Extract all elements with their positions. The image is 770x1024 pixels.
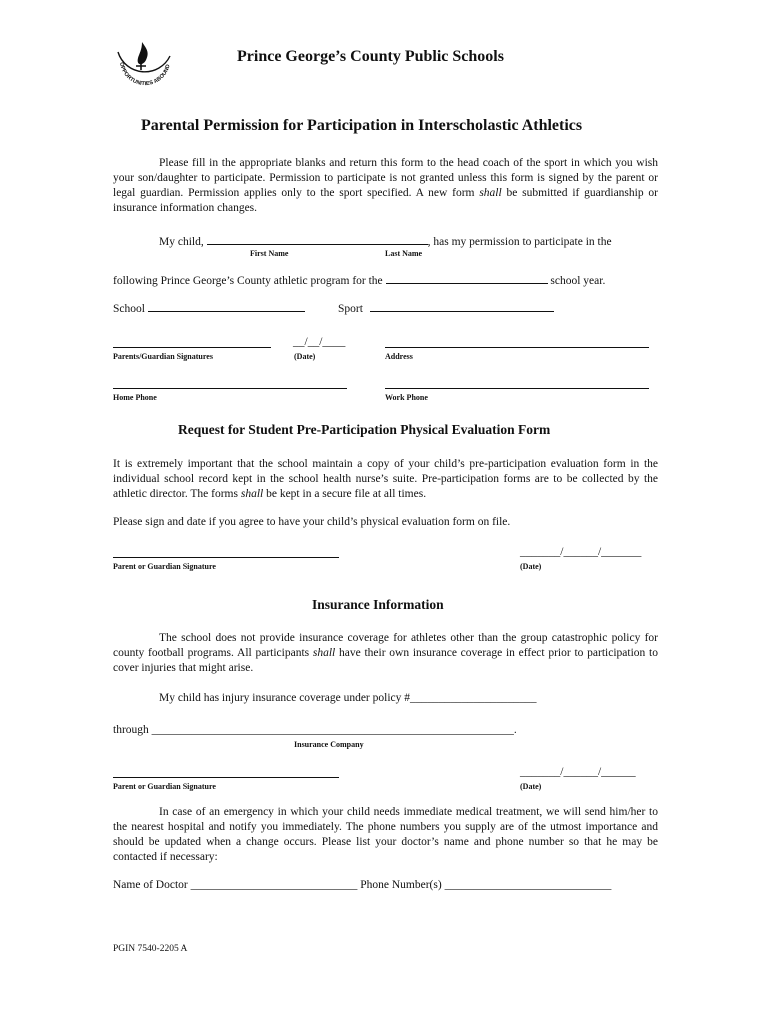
physical-date-label: (Date) <box>520 562 542 571</box>
physical-signature-field[interactable] <box>113 557 339 558</box>
program-prefix: following Prince George’s County athletic program for the <box>113 275 386 287</box>
address-field[interactable] <box>385 347 649 348</box>
insurance-signature-field[interactable] <box>113 777 339 778</box>
insurance-shall: shall <box>312 647 336 659</box>
physical-shall: shall <box>240 488 264 500</box>
insurance-company-field[interactable]: _______________________________________________________________ <box>151 724 514 736</box>
doctor-label: Name of Doctor <box>113 879 191 891</box>
policy-line <box>159 692 537 704</box>
physical-text-1: It is extremely important that the school maintain a copy of your child’s pre-participation evaluation form in the individual school record kept in the school health nurse’s suite. Pre-participation forms are to be collected by the athletic director. The forms <box>113 458 658 500</box>
through-line <box>113 724 517 736</box>
intro-shall: shall <box>479 187 502 199</box>
work-phone-field[interactable] <box>385 388 649 389</box>
home-phone-field[interactable] <box>113 388 347 389</box>
sport-line <box>338 300 554 315</box>
school-line <box>113 300 305 315</box>
parent-signature-label: Parents/Guardian Signatures <box>113 352 213 361</box>
phone-label: Phone Number(s) <box>357 879 445 891</box>
work-phone-label: Work Phone <box>385 393 428 402</box>
child-name-field[interactable] <box>207 233 428 245</box>
physical-title: Request for Student Pre-Participation Physical Evaluation Form <box>178 422 551 437</box>
last-name-label: Last Name <box>385 249 423 258</box>
logo-text: OPPORTUNITIES ABOUND <box>118 61 172 88</box>
insurance-title: Insurance Information <box>312 597 444 612</box>
form-code: PGIN 7540-2205 A <box>113 944 188 954</box>
doctor-line <box>113 879 611 891</box>
parent-signature-field[interactable] <box>113 347 271 348</box>
permission-title: Parental Permission for Participation in Interscholastic Athletics <box>141 117 583 134</box>
insurance-text <box>113 631 658 676</box>
child-prefix: My child, <box>159 236 207 248</box>
insurance-text-2: have their own insurance coverage in effect prior to participation to cover injuries that might arise. <box>113 647 658 674</box>
child-name-line <box>159 233 612 248</box>
sport-label: Sport <box>338 303 366 315</box>
organization-title: Prince George’s County Public Schools <box>237 48 504 65</box>
permission-date-label: (Date) <box>294 352 316 361</box>
permission-intro <box>113 156 658 216</box>
intro-text-1: Please fill in the appropriate blanks and return this form to the head coach of the sport in which you wish your son/daughter to participate. Permission to participate is not granted unless this form is signed by the parent or legal guardian. Permission applies only to the sport specified. A new form <box>113 157 658 199</box>
program-line <box>113 272 605 287</box>
first-name-label: First Name <box>250 249 289 258</box>
permission-date-field[interactable]: __/__/____ <box>293 336 346 348</box>
program-suffix: school year. <box>547 275 606 287</box>
through-end: . <box>513 724 517 736</box>
address-label: Address <box>385 352 413 361</box>
physical-signature-label: Parent or Guardian Signature <box>113 562 216 571</box>
physical-text-2: be kept in a secure file at all times. <box>263 488 427 500</box>
insurance-date-field[interactable]: _______/______/______ <box>520 766 636 778</box>
school-logo <box>108 36 178 91</box>
school-field[interactable] <box>148 300 305 312</box>
home-phone-label: Home Phone <box>113 393 157 402</box>
doctor-phone-field[interactable]: _____________________________ <box>444 879 612 891</box>
school-label: School <box>113 303 148 315</box>
emergency-text: In case of an emergency in which your child needs immediate medical treatment, we will send him/her to the nearest hospital and notify you immediately. The phone numbers you supply are of the utmost importance and should be updated when a change occurs. Please list your doctor’s name and phone number so that he may be contacted if necessary: <box>113 806 658 863</box>
physical-sign-prompt: Please sign and date if you agree to have your child’s physical evaluation form on file. <box>113 516 511 528</box>
intro-text-2: be submitted if guardianship or insurance information changes. <box>113 187 658 214</box>
insurance-company-label: Insurance Company <box>294 740 364 749</box>
physical-text <box>113 457 658 502</box>
physical-date-field[interactable]: _______/______/_______ <box>520 546 642 558</box>
insurance-date-label: (Date) <box>520 782 542 791</box>
insurance-signature-label: Parent or Guardian Signature <box>113 782 216 791</box>
policy-prefix: My child has injury insurance coverage under policy # <box>159 692 411 704</box>
policy-number-field[interactable]: ______________________ <box>410 692 537 704</box>
insurance-text-1: The school does not provide insurance coverage for athletes other than the group catastrophic policy for county football programs. All participants <box>113 632 658 659</box>
child-suffix: , has my permission to participate in the <box>427 236 612 248</box>
school-year-field[interactable] <box>386 272 548 284</box>
doctor-name-field[interactable]: _____________________________ <box>190 879 358 891</box>
sport-field[interactable] <box>370 300 554 312</box>
through-prefix: through <box>113 724 152 736</box>
